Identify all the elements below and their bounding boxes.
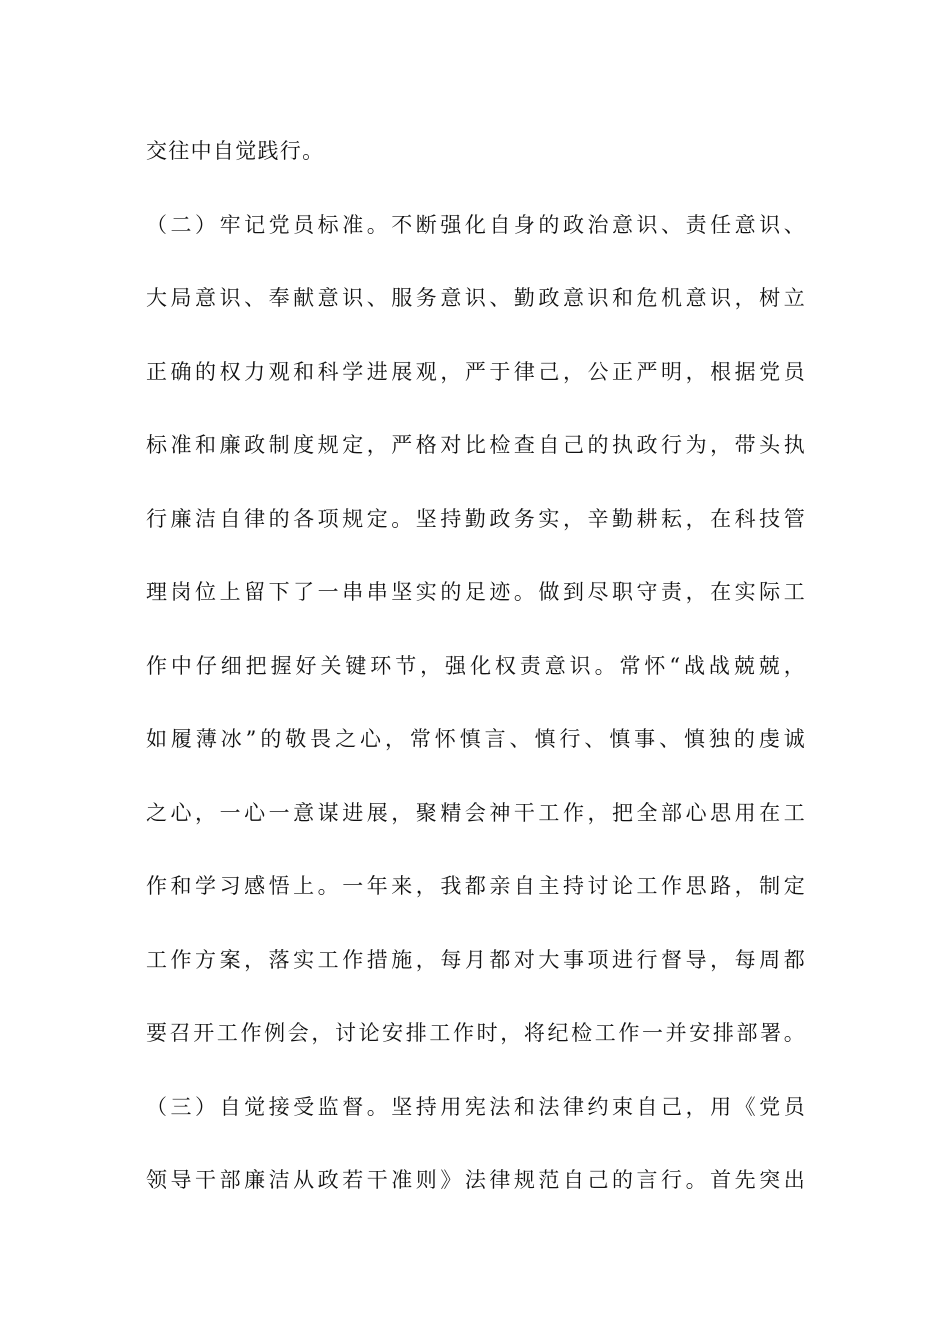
body-text [146,133,806,1236]
text-line-6: 行廉洁自律的各项规定。坚持勤政务实，辛勤耕耘，在科技管 [146,506,806,531]
text-line-13: 要召开工作例会，讨论安排工作时，将纪检工作一并安排部署。 [146,1021,806,1045]
text-line-8: 作中仔细把握好关键环节，强化权责意识。常怀“战战兢兢， [146,653,806,678]
text-line-2: （二）牢记党员标准。不断强化自身的政治意识、责任意识、 [146,212,806,237]
text-line-1: 交往中自觉践行。 [146,139,325,163]
text-line-5: 标准和廉政制度规定，严格对比检查自己的执政行为，带头执 [146,433,806,457]
text-line-3: 大局意识、奉献意识、服务意识、勤政意识和危机意识，树立 [146,286,806,310]
text-line-12: 工作方案，落实工作措施，每月都对大事项进行督导，每周都 [146,947,806,972]
text-line-4: 正确的权力观和科学进展观，严于律己，公正严明，根据党员 [146,359,806,384]
text-line-7: 理岗位上留下了一串串坚实的足迹。做到尽职守责，在实际工 [146,580,806,604]
text-line-9: 如履薄冰”的敬畏之心，常怀慎言、慎行、慎事、慎独的虔诚 [146,727,806,751]
text-line-11: 作和学习感悟上。一年来，我都亲自主持讨论工作思路，制定 [146,874,806,898]
text-line-14: （三）自觉接受监督。坚持用宪法和法律约束自己，用《党员 [146,1094,806,1119]
text-line-15: 领导干部廉洁从政若干准则》法律规范自己的言行。首先突出 [146,1168,806,1192]
text-line-10: 之心，一心一意谋进展，聚精会神干工作，把全部心思用在工 [146,800,806,825]
